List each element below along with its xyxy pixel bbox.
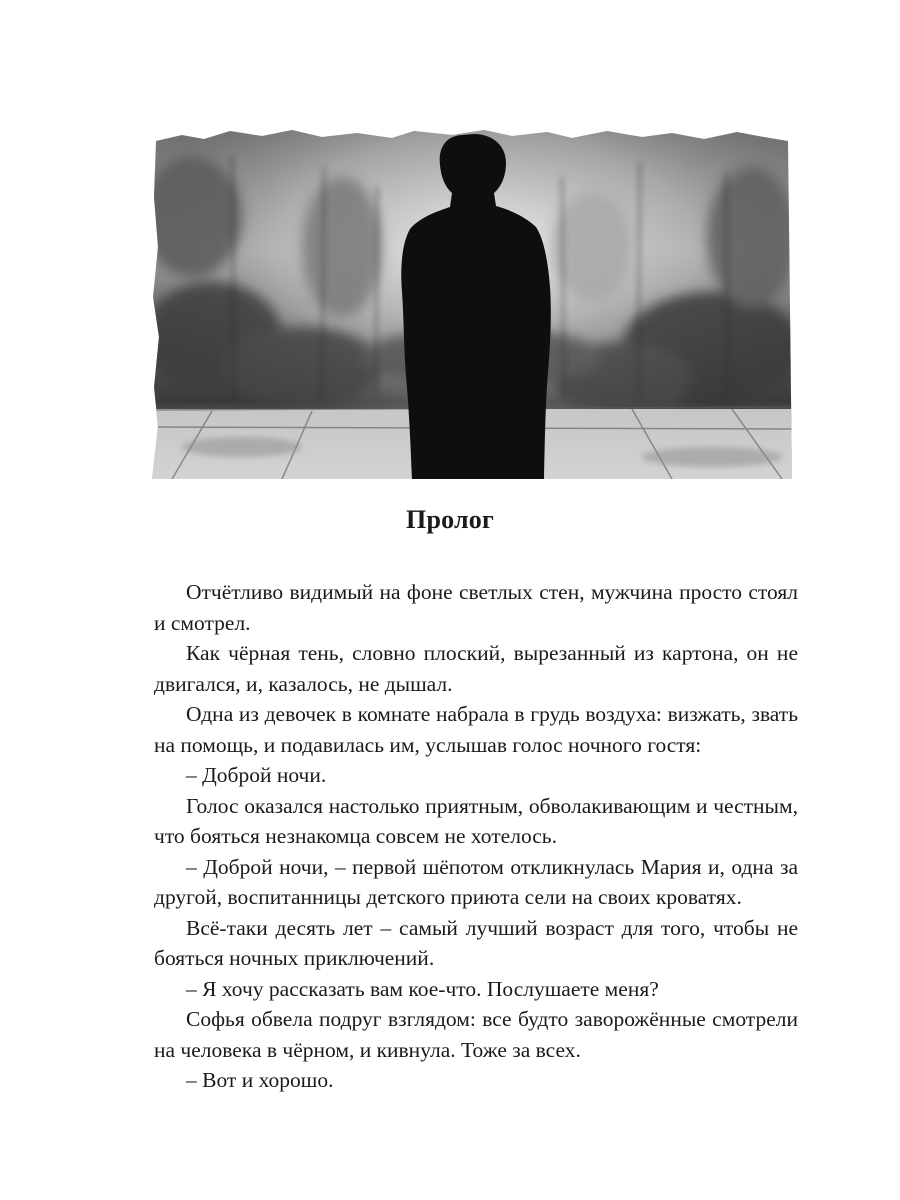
paragraph: – Я хочу рассказать вам кое-что. Послушаете меня? [186, 976, 659, 1001]
paragraph: Отчётливо видимый на фоне светлых стен, мужчина просто стоял и смотрел. [154, 580, 798, 635]
paragraph: – Доброй ночи. [186, 763, 327, 787]
paragraph: Как чёрная тень, словно плоский, вырезанный из картона, он не двигался, и, казалось, не дышал. [154, 641, 798, 696]
chapter-text [154, 577, 798, 1096]
paragraph: Голос оказался настолько приятным, обволакивающим и честным, что бояться незнакомца совсем не хотелось. [154, 793, 798, 848]
paragraph: – Доброй ночи, – первой шёпотом откликнулась Мария и, одна за другой, воспитанницы детского приюта сели на своих кроватях. [154, 854, 798, 909]
paragraph: Софья обвела подруг взглядом: все будто заворожённые смотрели на человека в чёрном, и кивнула. Тоже за всех. [154, 1007, 798, 1062]
paragraph: Одна из девочек в комнате набрала в грудь воздуха: визжать, звать на помощь, и подавилась им, услышав голос ночного гостя: [154, 702, 798, 757]
chapter-illustration [152, 127, 792, 479]
chapter-title: Пролог [406, 505, 494, 534]
paragraph: Всё-таки десять лет – самый лучший возраст для того, чтобы не бояться ночных приключений. [154, 915, 798, 970]
paragraph: – Вот и хорошо. [186, 1068, 334, 1092]
silhouette-illustration [152, 127, 792, 479]
